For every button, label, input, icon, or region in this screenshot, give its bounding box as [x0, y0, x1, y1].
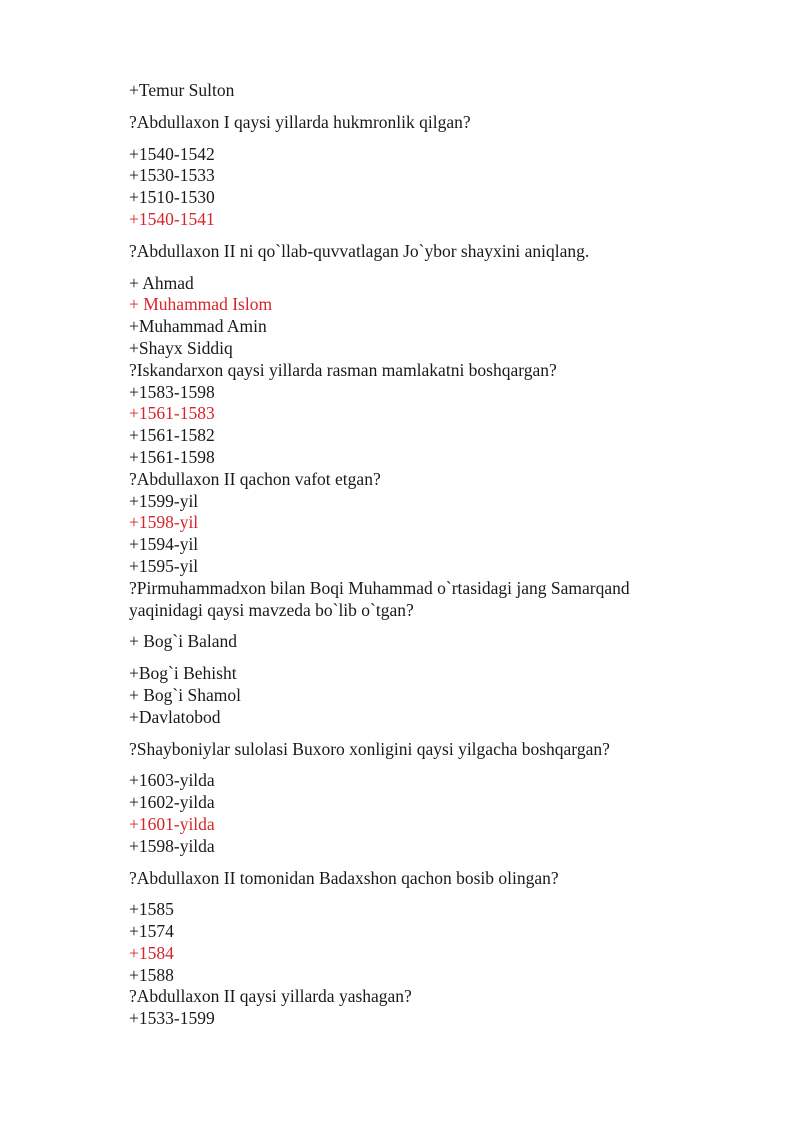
answer-option: +Shayx Siddiq	[129, 337, 233, 358]
answer-option: +Muhammad Amin	[129, 316, 267, 337]
answer-option: +1574	[129, 921, 174, 942]
answer-option: +1561-1582	[129, 425, 215, 446]
question: ?Abdullaxon II tomonidan Badaxshon qachon bosib olingan?	[129, 867, 559, 888]
answer-option: +1598-yilda	[129, 835, 215, 856]
answer-option: +1588	[129, 964, 174, 985]
correct-answer-option: +1540-1541	[129, 208, 215, 229]
question: ?Shayboniylar sulolasi Buxoro xonligini qaysi yilgacha boshqargan?	[129, 738, 610, 759]
correct-answer-option: +1584	[129, 942, 174, 963]
answer-option: + Bog`i Baland	[129, 631, 238, 652]
question: ?Iskandarxon qaysi yillarda rasman mamlakatni boshqargan?	[129, 359, 557, 380]
correct-answer-option: + Muhammad Islom	[129, 294, 273, 315]
correct-answer-option: +1601-yilda	[129, 813, 215, 834]
answer-option: +1540-1542	[129, 143, 215, 164]
answer-option: +1599-yil	[129, 490, 199, 511]
correct-answer-option: +1598-yil	[129, 512, 199, 533]
document-page	[129, 80, 689, 1030]
question: ?Pirmuhammadxon bilan Boqi Muhammad o`rtasidagi jang Samarqand yaqinidagi qaysi mavzeda bo`lib o`tgan?	[129, 577, 630, 620]
answer-option: +1510-1530	[129, 187, 215, 208]
answer-option: +1585	[129, 899, 174, 920]
question: ?Abdullaxon II qachon vafot etgan?	[129, 468, 381, 489]
answer-option: +1561-1598	[129, 446, 215, 467]
question: ?Abdullaxon I qaysi yillarda hukmronlik qilgan?	[129, 111, 471, 132]
answer-option: +Bog`i Behisht	[129, 663, 237, 684]
answer-option: +1594-yil	[129, 534, 199, 555]
answer-option: +1533-1599	[129, 1008, 215, 1029]
answer-option: +Davlatobod	[129, 706, 221, 727]
answer-option: + Ahmad	[129, 272, 194, 293]
answer-option: +1595-yil	[129, 555, 199, 576]
answer-option: +Temur Sulton	[129, 80, 235, 100]
answer-option: + Bog`i Shamol	[129, 684, 241, 705]
question: ?Abdullaxon II ni qo`llab-quvvatlagan Jo`ybor shayxini aniqlang.	[129, 240, 590, 261]
answer-option: +1602-yilda	[129, 792, 215, 813]
question: ?Abdullaxon II qaysi yillarda yashagan?	[129, 986, 412, 1007]
answer-option: +1583-1598	[129, 381, 215, 402]
answer-option: +1530-1533	[129, 165, 215, 186]
correct-answer-option: +1561-1583	[129, 403, 215, 424]
answer-option: +1603-yilda	[129, 770, 215, 791]
